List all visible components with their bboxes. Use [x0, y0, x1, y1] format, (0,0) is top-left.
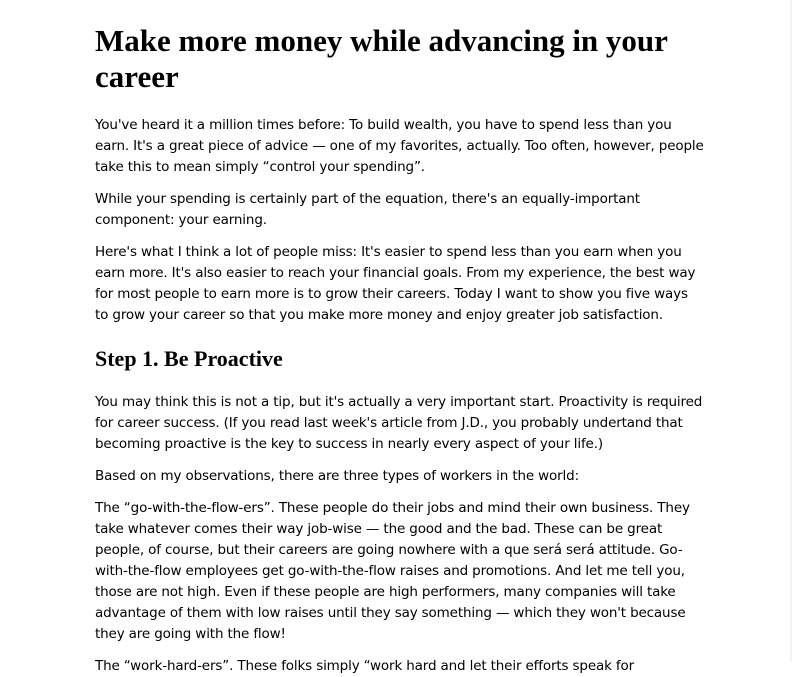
step-1-paragraph-2: Based on my observations, there are three types of workers in the world:: [95, 468, 579, 484]
step-1-paragraph-1: You may think this is not a tip, but it's actually a very important start. Proactivity is required for career success. (If you read last week's article from J.D., you probably undertand that becoming proactive is the key to success in nearly every aspect of your life.): [95, 394, 703, 452]
article-title: Make more money while advancing in your career: [95, 23, 668, 94]
intro-paragraph-1: You've heard it a million times before: To build wealth, you have to spend less than you earn. It's a great piece of advice — one of my favorites, actually. Too often, however, people take this to mean simply “control your spending”.: [95, 117, 704, 175]
step-1-paragraph-4: The “work-hard-ers”. These folks simply “work hard and let their efforts speak for: [95, 658, 635, 674]
intro-paragraph-3: Here's what I think a lot of people miss: It's easier to spend less than you earn when you earn more. It's also easier to reach your financial goals. From my experience, the best way for most people to earn more is to grow their careers. Today I want to show you five ways to grow your career so that you make more money and enjoy greater job satisfaction.: [95, 244, 696, 323]
document-page: [95, 0, 705, 677]
step-1-heading: Step 1. Be Proactive: [95, 346, 283, 371]
intro-paragraph-2: While your spending is certainly part of the equation, there's an equally-important component: your earning.: [95, 191, 640, 228]
step-1-paragraph-3: The “go-with-the-flow-ers”. These people do their jobs and mind their own business. They take whatever comes their way job-wise — the good and the bad. These can be great people, of course, but their careers are going nowhere with a que será será attitude. Go-with-the-flow employees get go-with-the-flow raises and promotions. And let me tell you, those are not high. Even if these people are high performers, many companies will take advantage of them with low raises until they say something — which they won't because they are going with the flow!: [95, 500, 690, 642]
